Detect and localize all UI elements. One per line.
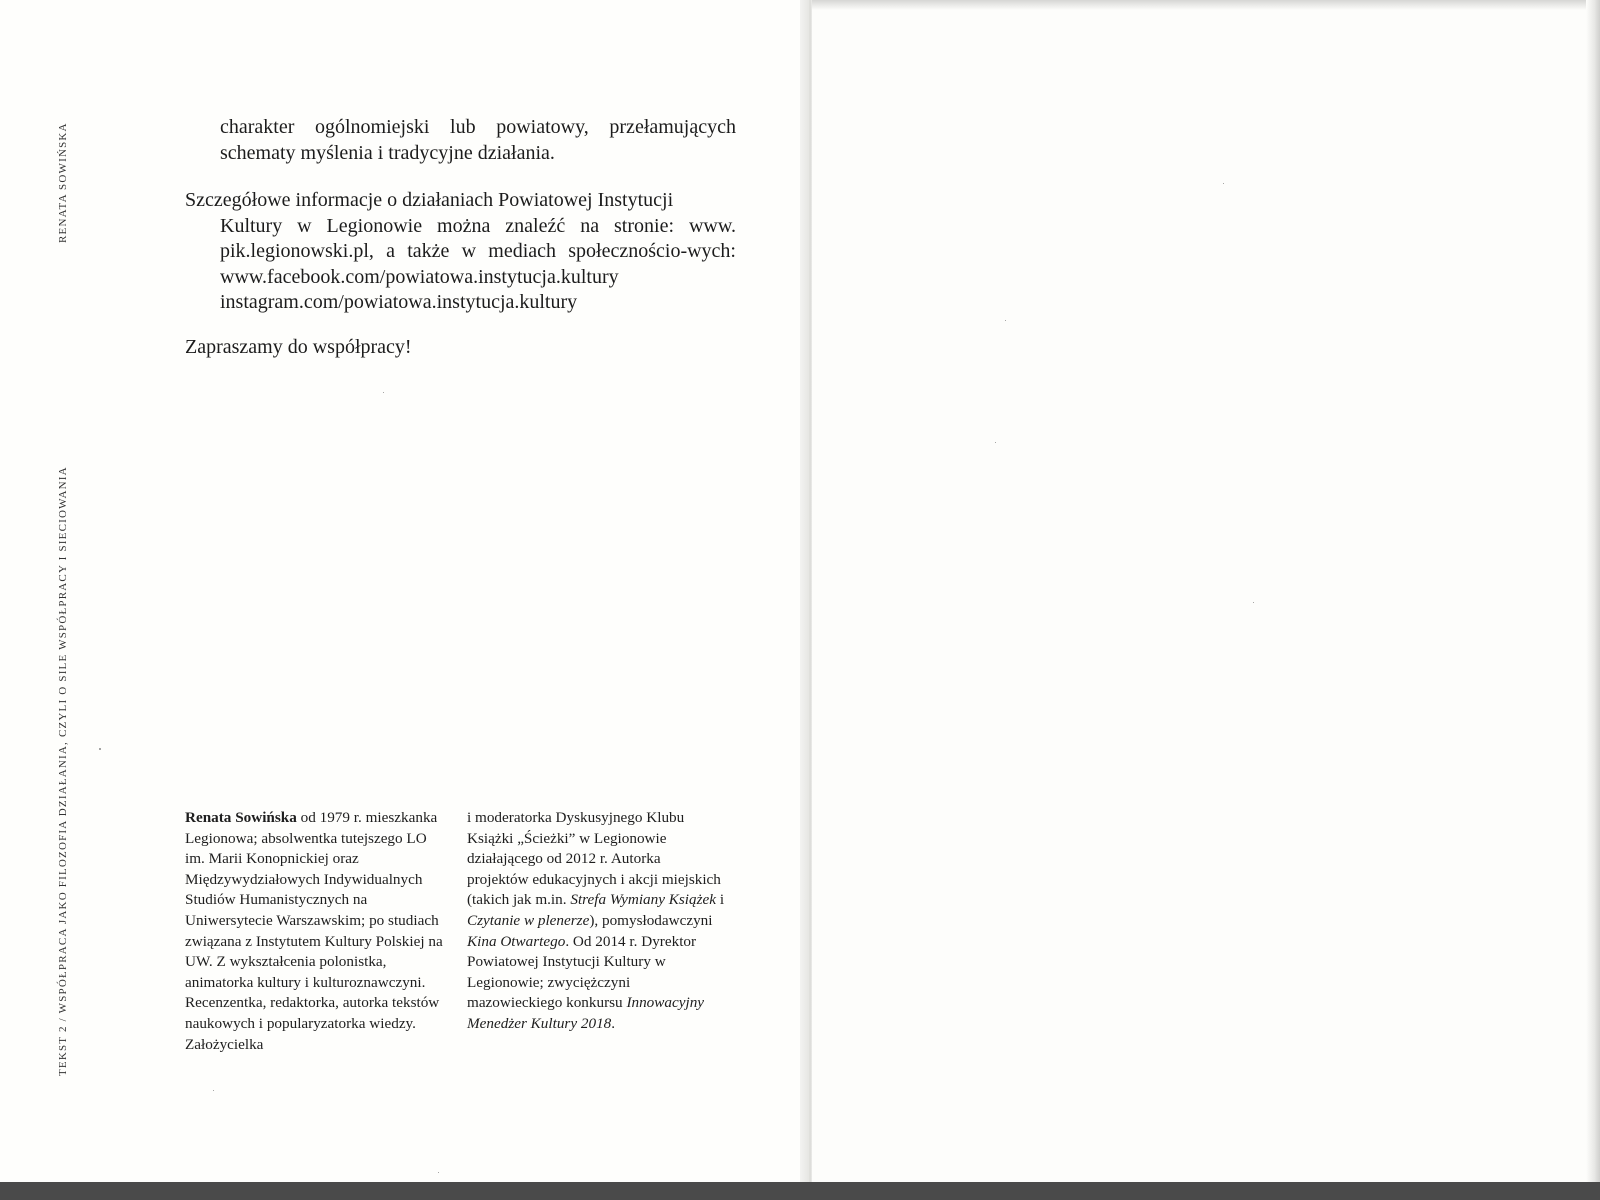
author-bio-column-2 bbox=[467, 808, 725, 1035]
paper-speck bbox=[438, 1172, 439, 1173]
page-top-shadow bbox=[812, 0, 1600, 10]
paper-speck bbox=[99, 748, 101, 750]
right-page-blank bbox=[812, 0, 1600, 1190]
paragraph-invitation: Zapraszamy do współpracy! bbox=[185, 336, 412, 358]
bio-text-2e: . bbox=[611, 1014, 616, 1032]
paragraph-continuation: charakter ogólnomiejski lub powiatowy, przełamujących schematy myślenia i tradycyjne działania. bbox=[220, 116, 736, 164]
paragraph-info bbox=[185, 188, 736, 316]
scan-bottom-border bbox=[0, 1182, 1600, 1200]
author-name: Renata Sowińska bbox=[185, 809, 297, 826]
bio-title-award: Innowacyjny Menedżer Kultury 2018 bbox=[467, 994, 705, 1032]
bio-text-2a: i moderatorka Dyskusyjnego Klubu Książki „Ścieżki” w Legionowie działającego od 2012 r. Autorka projektów edukacyjnych i akcji miejskich (takich jak m.in. bbox=[467, 809, 721, 909]
paper-speck bbox=[1223, 183, 1224, 184]
bio-title-czytanie: Czytanie w plenerze bbox=[467, 911, 590, 929]
bio-text-2b: i bbox=[716, 891, 725, 909]
paragraph-info-first-line: Szczegółowe informacje o działaniach Powiatowej Instytucji bbox=[185, 189, 674, 211]
bio-text-1: od 1979 r. mieszkanka Legionowa; absolwentka tutejszego LO im. Marii Konopnickiej oraz Międzywydziałowych Indywidualnych Studiów Humanistycznych na Uniwersytecie Warszawskim; po studiach związana z Instytutem Kultury Polskiej na UW. Z wykształcenia polonistka, animatorka kultury i kulturoznawczyni. Recenzentka, redaktorka, autorka tekstów naukowych i popularyzatorka wiedzy. Założycielka bbox=[185, 809, 443, 1053]
paper-speck bbox=[1253, 602, 1254, 603]
bio-text-2c: ), pomysłodawczyni bbox=[589, 911, 713, 929]
bio-text-2d: . Od 2014 r. Dyrektor Powiatowej Instytucji Kultury w Legionowie; zwyciężczyni mazowieckiego konkursu bbox=[467, 932, 697, 1012]
author-bio-column-1 bbox=[185, 808, 443, 1055]
paper-speck bbox=[383, 392, 384, 393]
running-head-chapter: TEKST 2 / WSPÓŁPRACA JAKO FILOZOFIA DZIAŁANIA, CZYLI O SILE WSPÓŁPRACY I SIECIOWANIA bbox=[57, 466, 69, 1076]
paper-speck bbox=[213, 1090, 214, 1091]
paper-speck bbox=[995, 442, 996, 443]
paper-speck bbox=[1005, 320, 1006, 321]
bio-title-kino: Kina Otwartego bbox=[467, 932, 566, 950]
bio-title-strefa: Strefa Wymiany Książek bbox=[570, 891, 717, 909]
running-head-author: RENATA SOWIŃSKA bbox=[57, 122, 69, 243]
page-right-edge bbox=[1586, 0, 1600, 1190]
paragraph-info-rest: Kultury w Legionowie można znaleźć na stronie: www. pik.legionowski.pl, a także w mediach społecznościo-wych: www.facebook.com/powiatowa.instytucja.kultury instagram.com/powiatowa.instytucja.kultury bbox=[220, 214, 736, 313]
